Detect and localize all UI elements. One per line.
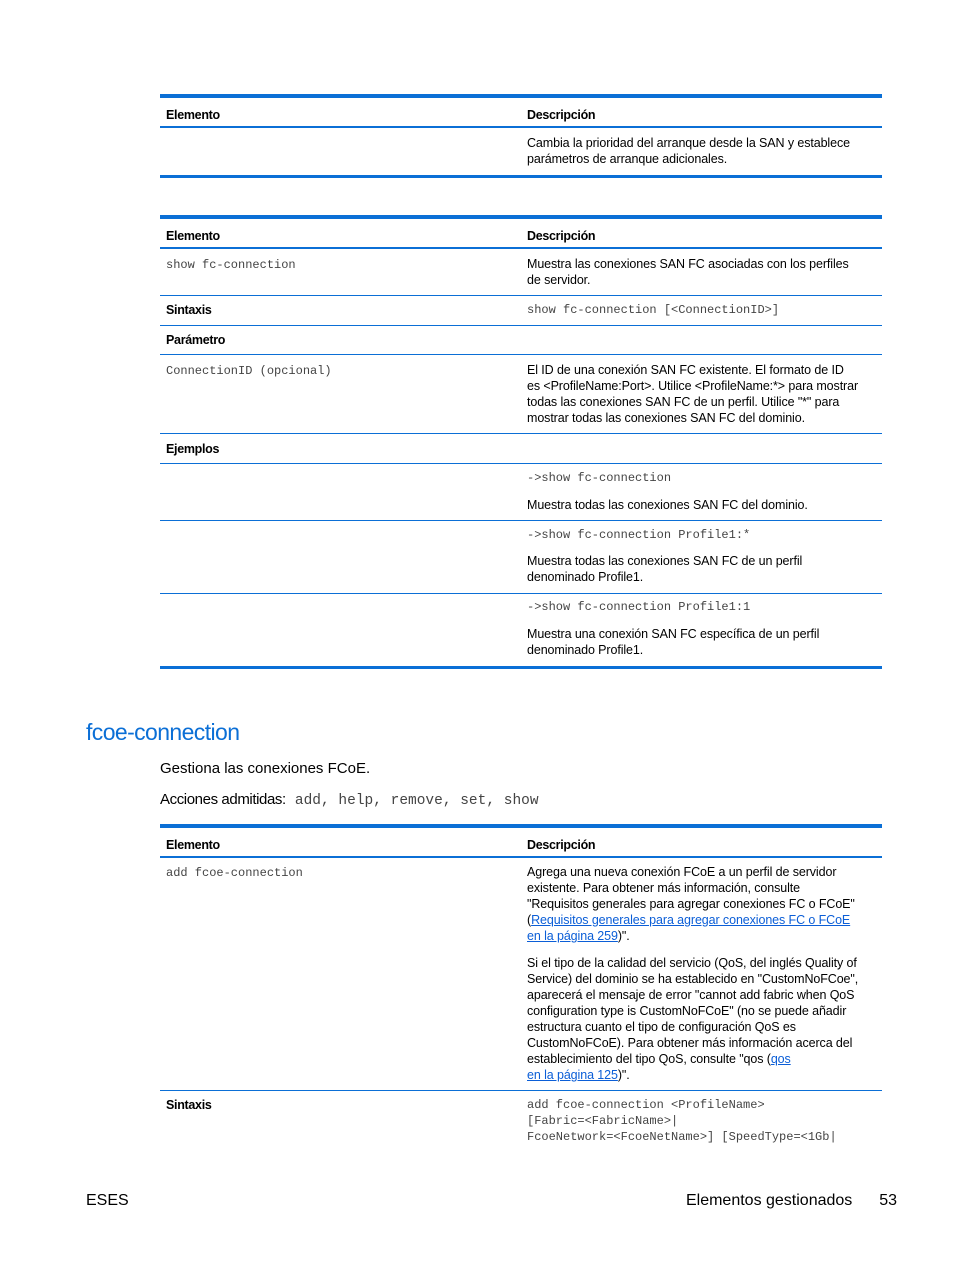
acciones-label: Acciones admitidas (160, 791, 283, 808)
example-description: Muestra todas las conexiones SAN FC del dominio. (527, 498, 808, 512)
footer-right (686, 1192, 897, 1210)
command-name: show fc-connection (166, 258, 296, 272)
link-qos[interactable]: qos (770, 1052, 791, 1066)
example-description: Muestra una conexión SAN FC específica de un perfil denominado Profile1. (527, 627, 820, 657)
page-number: 53 (879, 1192, 897, 1209)
link-requisitos-page[interactable]: en la página 259 (527, 929, 618, 943)
table-add-fcoe-connection (160, 824, 882, 1151)
table-header-row (160, 98, 882, 128)
table-row (160, 128, 882, 175)
table-header-row (160, 219, 882, 249)
parameter-name: ConnectionID (opcional) (166, 364, 332, 378)
link-requisitos-generales[interactable]: Requisitos generales para agregar conexiones FC o FCoE (531, 913, 851, 927)
command-description: Muestra las conexiones SAN FC asociadas con los perfiles de servidor. (527, 257, 849, 287)
parametro-label: Parámetro (166, 333, 226, 347)
example-command: ->show fc-connection Profile1:1 (527, 600, 751, 614)
acciones-colon: : (282, 791, 287, 808)
header-descripcion: Descripción (527, 229, 596, 243)
table-row (160, 326, 882, 355)
table-row (160, 355, 882, 434)
table-bottom-rule (160, 175, 882, 178)
sintaxis-value: add fcoe-connection <ProfileName> [Fabric=<FabricName>| FcoeNetwork=<FcoeNetName>] [SpeedType=<1Gb| (527, 1098, 837, 1144)
row-description: Cambia la prioridad del arranque desde la SAN y establece parámetros de arranque adicionales. (527, 136, 850, 166)
footer-section: Elementos gestionados (685, 1192, 853, 1209)
sintaxis-label: Sintaxis (166, 303, 212, 317)
table-row (160, 296, 882, 326)
example-description: Muestra todas las conexiones SAN FC de un perfil denominado Profile1. (527, 554, 803, 584)
section-title: fcoe-connection (86, 719, 240, 745)
ejemplos-label: Ejemplos (166, 442, 220, 456)
header-descripcion: Descripción (527, 838, 596, 852)
table-boot (160, 94, 882, 178)
table-row (160, 521, 882, 594)
table-show-fc-connection (160, 215, 882, 669)
header-elemento: Elemento (166, 838, 220, 852)
table-row (160, 249, 882, 296)
example-command: ->show fc-connection Profile1:* (527, 528, 751, 542)
table-row (160, 434, 882, 464)
table-row (160, 594, 882, 666)
acciones-admitidas (160, 791, 539, 809)
header-elemento: Elemento (166, 108, 220, 122)
table-row (160, 1091, 882, 1151)
sintaxis-value: show fc-connection [<ConnectionID>] (527, 303, 780, 317)
parameter-description: El ID de una conexión SAN FC existente. El formato de ID es <ProfileName:Port>. Utilice <ProfileName:*> para mostrar todas las conexiones SAN FC de un perfil. Utilice "*" para mostrar todas las conexiones SAN FC del dominio. (527, 363, 859, 425)
table-row (160, 464, 882, 521)
command-description: Agrega una nueva conexión FCoE a un perfil de servidor existente. Para obtener más información, consulte "Requisitos generales para agregar conexiones FC o FCoE" (Requisitos generales para agregar conexiones FC o FCoE en la página 259)". Si el tipo de la calidad del servicio (QoS, del inglés Quality of Service) del dominio se ha establecido en "CustomNoFCoe", aparecerá el mensaje de error "cannot add fabric when QoS configuration type is CustomNoFCoE" (no se puede añadir estructura cuanto el tipo de configuración QoS es CustomNoFCoE). Para obtener más información acerca del establecimiento del tipo QoS, consulte "qos (qos en la página 125)". (527, 865, 859, 1082)
example-command: ->show fc-connection (527, 471, 672, 485)
acciones-list: add, help, remove, set, show (286, 793, 539, 809)
link-qos-page[interactable]: en la página 125 (527, 1068, 618, 1082)
table-bottom-rule (160, 666, 882, 669)
footer-left: ESES (86, 1192, 129, 1209)
table-header-row (160, 828, 882, 858)
header-descripcion: Descripción (527, 108, 596, 122)
command-name: add fcoe-connection (166, 866, 303, 880)
section-intro: Gestiona las conexiones FCoE. (160, 760, 371, 777)
sintaxis-label: Sintaxis (166, 1098, 212, 1112)
table-row (160, 858, 882, 1091)
header-elemento: Elemento (166, 229, 220, 243)
